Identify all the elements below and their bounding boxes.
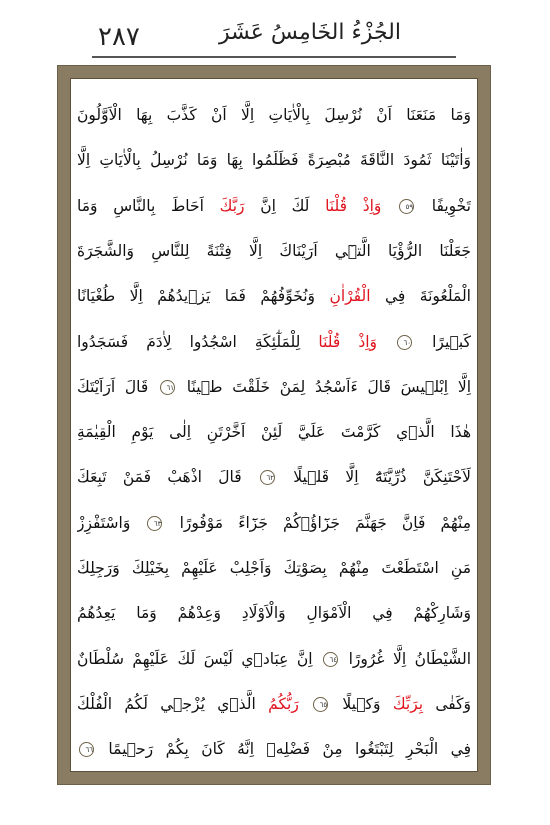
verse-text: وَك۪يلًا [330,694,393,713]
text-line [77,542,471,594]
verse-text: فِي الْبَحْرِ لِتَبْتَغُوا مِنْ فَضْلِه۪ اِنَّهُ كَانَ بِكُمْ رَح۪يمًا [96,740,471,759]
verse-number-marker: ٦٣ [147,516,162,531]
verse-number-marker: ٦٠ [397,335,412,350]
verse-text: مَنِ اسْتَطَعْتَ مِنْهُمْ بِصَوْتِكَ وَاَجْلِبْ عَلَيْهِمْ بِخَيْلِكَ وَرَجِلِكَ [77,559,471,577]
verse-text: اِنَّ عِبَاد۪ي لَيْسَ لَكَ عَلَيْهِمْ سُلْطَانٌ [77,649,322,668]
verse-text: لَاَحْتَنِكَنَّ ذُرِّيَّتَهُٓ اِلَّا قَل۪يلًا [276,468,471,487]
quran-text-block [77,89,471,761]
verse-number-marker: ٦٦ [79,742,94,757]
verse-number-marker: ٦١ [160,380,175,395]
verse-number-marker: ٦٥ [313,697,328,712]
highlighted-word: رَبَّكَ [219,196,245,215]
text-line [77,497,471,549]
text-line [77,361,471,413]
text-line [77,678,471,730]
verse-text: كَب۪يرًا [414,332,471,351]
verse-text: وَاسْتَفْزِزْ [77,513,146,532]
verse-text: تَخْوِيفًا [416,196,471,215]
verse-text: الَّذ۪ي يُزْج۪ي لَكُمُ الْفُلْكَ [77,694,269,713]
highlighted-word: وَاِذْ قُلْنَا [318,332,396,351]
highlighted-word: الْقُرْاٰنِ [329,287,371,306]
verse-text: الْمَلْعُونَةَ فِي [370,287,471,306]
text-line [77,180,471,232]
verse-text: هٰذَا الَّذ۪ي كَرَّمْتَ عَلَيَّ لَئِنْ اَخَّرْتَنِ اِلٰى يَوْمِ الْقِيٰمَةِ [77,423,471,442]
verse-text: وَمَا مَنَعَنَا اَنْ نُرْسِلَ بِالْاٰيَاتِ اِلَّا اَنْ كَذَّبَ بِهَا الْاَوَّلُونَ [77,106,471,124]
text-line [77,270,471,322]
page-header [0,0,550,62]
text-line [77,406,471,458]
verse-text: وَنُخَوِّفُهُمْ فَمَا يَز۪يدُهُمْ اِلَّا طُغْيَانًا [77,287,330,306]
verse-text: لِلْمَلٰٓئِكَةِ اسْجُدُوا لِاٰدَمَ فَسَجَدُوا [77,332,319,351]
highlighted-word: وَاِذْ قُلْنَا [325,196,398,215]
text-line [77,451,471,503]
text-panel [70,78,478,772]
verse-text: لَكَ اِنَّ [244,196,326,215]
verse-text: قَالَ اذْهَبْ فَمَنْ تَبِعَكَ [77,468,258,487]
text-line [77,134,471,186]
text-line [77,633,471,685]
verse-text: وَكَفٰى [423,694,471,713]
page-frame [57,65,491,785]
juz-title: الجُزْءُ الخَامِسُ عَشَرَ [219,20,401,45]
header-divider [92,56,456,58]
verse-text: اَحَاطَ بِالنَّاسِ وَمَا [77,196,220,215]
text-line [77,723,471,775]
verse-text: اِلَّا اِبْل۪يسَ قَالَ ءَاَسْجُدُ لِمَنْ خَلَقْتَ ط۪ينًا [177,377,471,396]
verse-number-marker: ٦٢ [260,470,275,485]
verse-text: قَالَ اَرَاَيْتَكَ [77,377,159,396]
text-line [77,587,471,639]
text-line [77,316,471,368]
verse-text: الشَّيْطَانُ اِلَّا غُرُورًا [340,649,471,668]
verse-text: مِنْهُمْ فَاِنَّ جَهَنَّمَ جَزَٓاؤُ۬كُمْ جَزَٓاءً مَوْفُورًا [164,513,471,532]
verse-text: وَشَارِكْهُمْ فِي الْاَمْوَالِ وَالْاَوْلَادِ وَعِدْهُمْ وَمَا يَعِدُهُمُ [77,604,471,623]
page-number: ٢٨٧ [98,22,140,52]
verse-text: وَاٰتَيْنَا ثَمُودَ النَّاقَةَ مُبْصِرَةً فَظَلَمُوا بِهَا وَمَا نُرْسِلُ بِالْاٰيَاتِ اِلَّا [77,151,471,170]
highlighted-word: بِرَبِّكَ [392,694,424,713]
verse-number-marker: ٥٩ [399,199,414,214]
highlighted-word: رَبُّكُمُ [268,694,299,713]
verse-text [299,695,311,713]
text-line [77,225,471,277]
text-line [77,89,471,141]
verse-number-marker: ٦٤ [323,652,338,667]
verse-text: جَعَلْنَا الرُّؤْيَا الَّت۪ٓي اَرَيْنَاكَ اِلَّا فِتْنَةً لِلنَّاسِ وَالشَّجَرَةَ [77,241,471,260]
